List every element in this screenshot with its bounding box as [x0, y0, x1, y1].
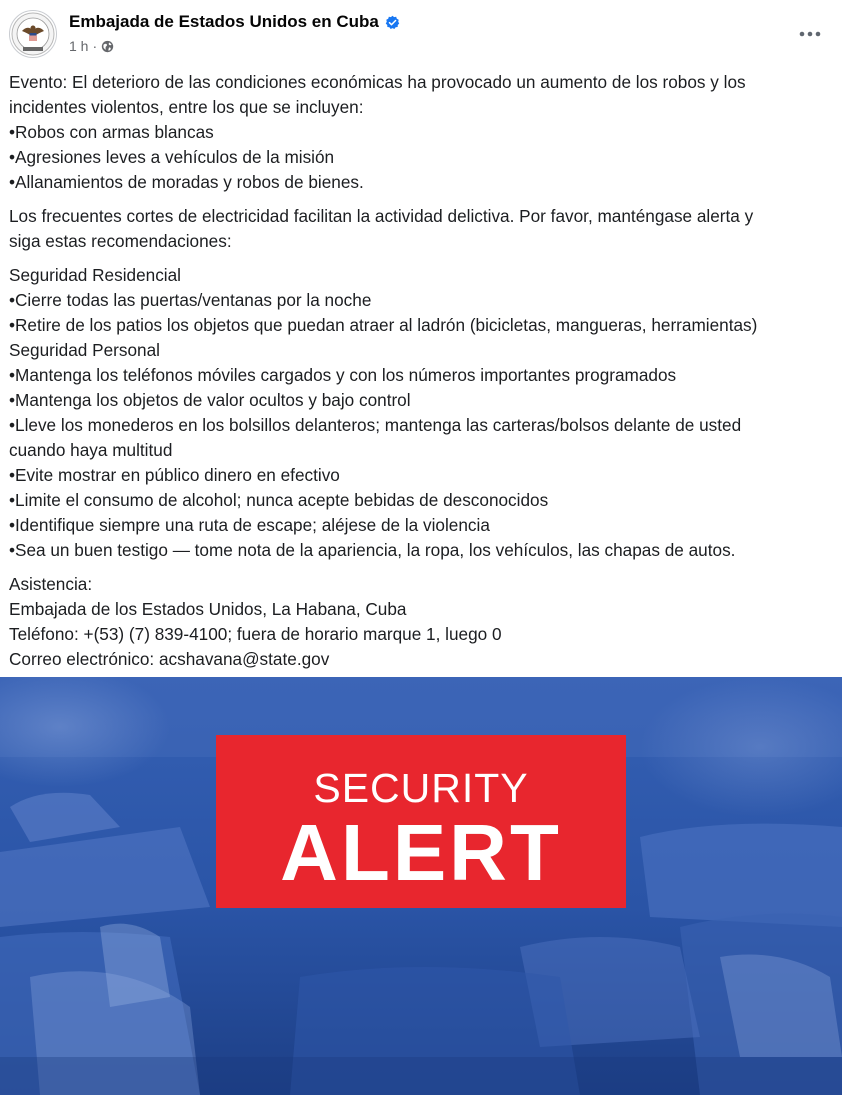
meta-separator: · [92, 38, 98, 54]
post-timestamp[interactable]: 1 h [69, 38, 89, 54]
alert-line-security: SECURITY [313, 765, 529, 811]
personal-item: •Mantenga los objetos de valor ocultos y bajo control [9, 390, 411, 410]
verified-badge-icon [385, 15, 400, 30]
more-options-icon [799, 31, 821, 37]
personal-item: •Lleve los monederos en los bolsillos delanteros; mantenga las carteras/bolsos delante de usted [9, 415, 742, 435]
residential-item: •Retire de los patios los objetos que puedan atraer al ladrón (bicicletas, mangueras, herramientas) [9, 315, 758, 335]
alert-line-alert: ALERT [280, 808, 562, 897]
post-body [9, 70, 835, 681]
event-line: Evento: El deterioro de las condiciones económicas ha provocado un aumento de los robos y los [9, 72, 746, 92]
personal-item: •Limite el consumo de alcohol; nunca acepte bebidas de desconocidos [9, 490, 549, 510]
power-line: siga estas recomendaciones: [9, 231, 232, 251]
post-meta [69, 38, 114, 54]
globe-icon[interactable] [101, 40, 114, 53]
event-line: incidentes violentos, entre los que se incluyen: [9, 97, 364, 117]
personal-heading: Seguridad Personal [9, 340, 160, 360]
page-name[interactable]: Embajada de Estados Unidos en Cuba [69, 12, 379, 31]
power-paragraph [9, 204, 835, 254]
incident-item: •Agresiones leves a vehículos de la misión [9, 147, 335, 167]
personal-item: cuando haya multitud [9, 440, 173, 460]
embassy-seal-avatar[interactable] [9, 10, 57, 58]
event-paragraph [9, 70, 835, 195]
security-alert-box [216, 735, 626, 908]
personal-item: •Identifique siempre una ruta de escape; aléjese de la violencia [9, 515, 490, 535]
residential-item: •Cierre todas las puertas/ventanas por la noche [9, 290, 372, 310]
residential-heading: Seguridad Residencial [9, 265, 181, 285]
personal-item: •Mantenga los teléfonos móviles cargados y con los números importantes programados [9, 365, 677, 385]
personal-item: •Evite mostrar en público dinero en efectivo [9, 465, 340, 485]
assistance-line: Embajada de los Estados Unidos, La Habana, Cuba [9, 599, 407, 619]
more-options-button[interactable] [792, 20, 828, 48]
power-line: Los frecuentes cortes de electricidad facilitan la actividad delictiva. Por favor, manténgase alerta y [9, 206, 754, 226]
incident-item: •Allanamientos de moradas y robos de bienes. [9, 172, 364, 192]
assistance-heading: Asistencia: [9, 574, 93, 594]
post-header [0, 0, 842, 66]
page-name-link[interactable] [69, 12, 400, 32]
personal-item: •Sea un buen testigo — tome nota de la apariencia, la ropa, los vehículos, las chapas de autos. [9, 540, 736, 560]
assistance-line: Correo electrónico: acshavana@state.gov [9, 649, 330, 669]
security-alert-image[interactable] [0, 677, 842, 1095]
recommendations-paragraph [9, 263, 835, 563]
assistance-paragraph [9, 572, 835, 672]
assistance-line: Teléfono: +(53) (7) 839-4100; fuera de horario marque 1, luego 0 [9, 624, 502, 644]
incident-item: •Robos con armas blancas [9, 122, 214, 142]
